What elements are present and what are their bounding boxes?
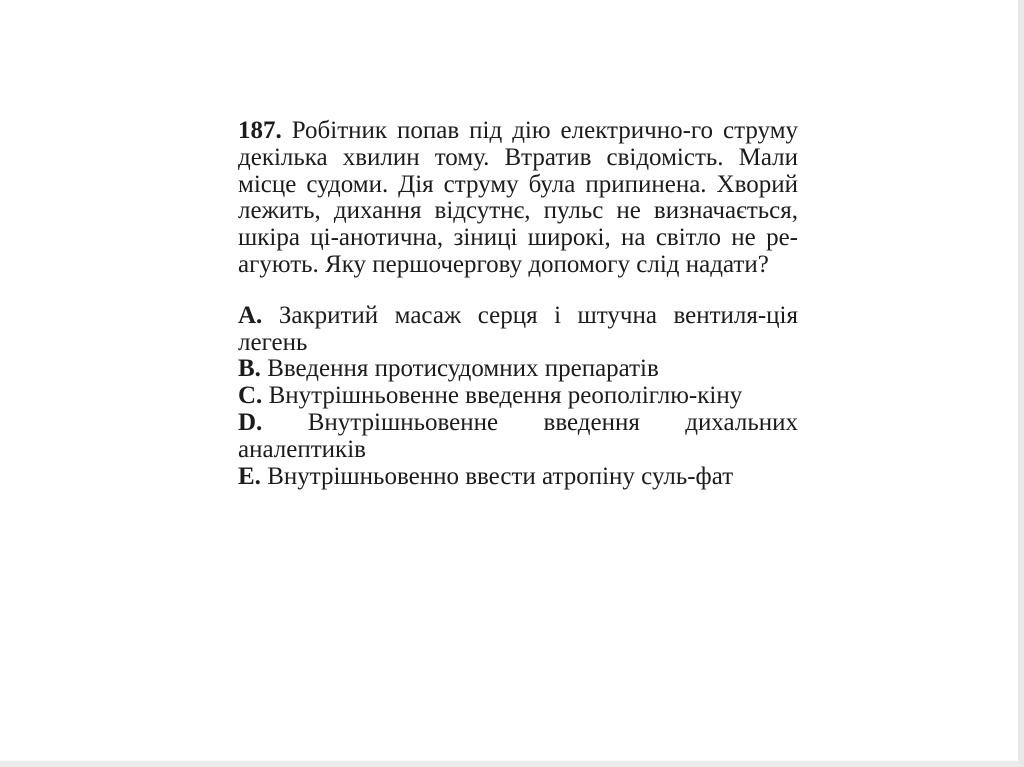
answer-option-d <box>238 410 798 464</box>
answer-text: Введення протисудомних препаратів <box>267 355 659 383</box>
answer-option-e <box>238 464 798 491</box>
answer-text: Внутрішньовенно ввести атропіну суль-фат <box>267 462 734 490</box>
answer-text: Закритий масаж серця і штучна вентиля-ція легень <box>238 301 799 356</box>
question-number: 187. <box>238 117 282 144</box>
answer-list <box>238 303 798 491</box>
answer-text: Внутрішньовенне введення дихальних аналептиків <box>238 408 799 463</box>
answer-letter: A. <box>238 301 263 329</box>
answer-option-b <box>238 356 798 383</box>
answer-letter: E. <box>238 462 261 490</box>
question-text <box>238 118 798 279</box>
answer-letter: D. <box>238 408 263 436</box>
answer-option-a <box>238 303 798 357</box>
answer-text: Внутрішньовенне введення реополіглю-кіну <box>268 382 743 410</box>
question-body: Робітник попав під дію електрично-го струму декілька хвилин тому. Втратив свідомість. Мали місце судоми. Дія струму була припинена. Хворий лежить, дихання відсутнє, пульс не визначається, шкіра ці-анотична, зіниці широкі, на світло не ре-агують. Яку першочергову допомогу слід надати? <box>238 117 799 278</box>
answer-letter: B. <box>238 355 261 383</box>
question-block <box>238 118 798 490</box>
answer-letter: C. <box>238 382 263 410</box>
answer-option-c <box>238 383 798 410</box>
